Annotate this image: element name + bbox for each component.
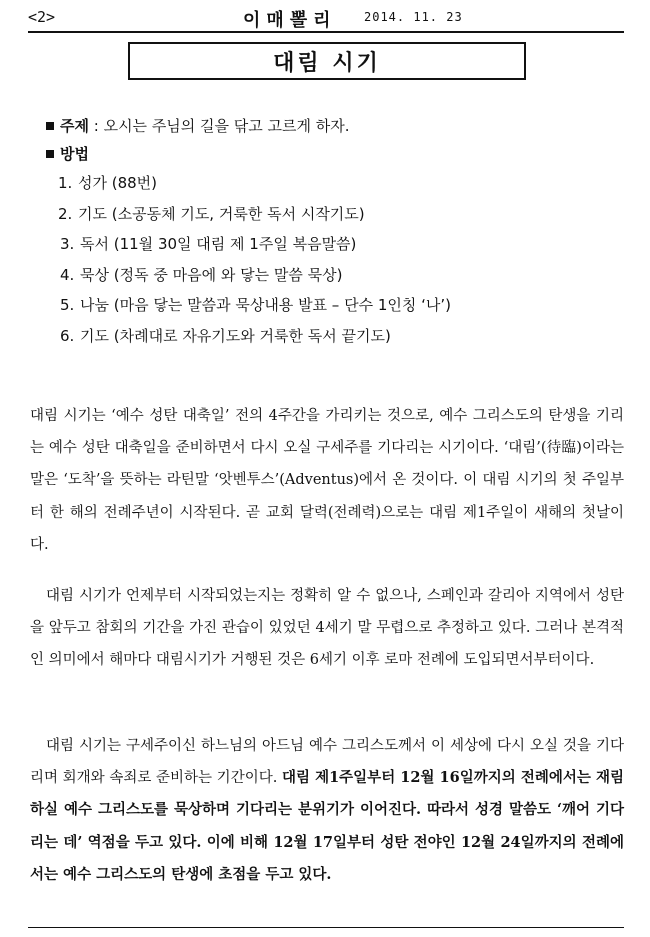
topic-label: 주제 [60, 117, 89, 135]
page-header [28, 6, 624, 31]
step-text: 독서 (11월 30일 대림 제 1주일 복음말씀) [80, 235, 357, 253]
method-step [60, 321, 602, 352]
step-number: 3. [60, 235, 75, 253]
title-box [128, 42, 526, 80]
step-text: 나눔 (마음 닿는 말씀과 묵상내용 발표 – 단수 1인칭 ‘나’) [80, 296, 451, 314]
method-step [60, 290, 602, 321]
header-rule [28, 31, 624, 33]
step-text: 기도 (차례대로 자유기도와 거룩한 독서 끝기도) [80, 326, 391, 345]
method-line [42, 140, 602, 168]
bulletin-name: 이매뽈리 [243, 10, 337, 31]
step-text: 묵상 (정독 중 마음에 와 닿는 말씀 묵상) [80, 265, 343, 284]
paragraph-definition: 대림 시기는 ‘예수 성탄 대축일’ 전의 4주간을 가리키는 것으로, 예수 그리스도의 탄생을 기리는 예수 성탄 대축일을 준비하면서 다시 오실 구세주를 기다리는 시기이다. ‘대림’(待臨)이라는 말은 ‘도착’을 뜻하는 라틴말 ‘앗벤투스’(Adventus)에서 온 것이다. 이 대림 시기의 첫 주일부터 한 해의 전례주년이 시작된다. 곧 교회 달력(전례력)으로는 대림 제1주일이 새해의 첫날이다. [30, 408, 624, 553]
method-label: 방법 [60, 145, 89, 163]
paragraph-meaning-emphasis: 대림 제1주일부터 12월 16일까지의 전례에서는 재림하실 예수 그리스도를 묵상하며 기다리는 분위기가 이어진다. 따라서 성경 말씀도 ‘깨어 기다리는 데’ 역점을 두고 있다. 이에 비해 12월 17일부터 성탄 전야인 12월 24일까지의 전례에서는 예수 그리스도의 탄생에 초점을 두고 있다. [30, 769, 624, 883]
paragraph-meaning [30, 730, 624, 891]
method-step [58, 168, 602, 199]
square-bullet-icon [46, 150, 54, 158]
topic-line [42, 112, 602, 140]
topic-separator: : [88, 117, 104, 135]
step-number: 5. [60, 296, 75, 314]
square-bullet-icon [46, 122, 54, 130]
paragraph-history: 대림 시기가 언제부터 시작되었는지는 정확히 알 수 없으나, 스페인과 갈리아 지역에서 성탄을 앞두고 참회의 기간을 가진 관습이 있었던 4세기 말 무렵으로 추정하고 있다. 그러나 본격적인 의미에서 해마다 대림시기가 거행된 것은 6세기 이후 로마 전례에 도입되면서부터이다. [30, 588, 624, 669]
method-step [60, 229, 602, 260]
step-text: 성가 (88번) [78, 174, 158, 192]
step-number: 1. [58, 174, 73, 192]
page-number: <2> [28, 8, 56, 26]
step-number: 4. [60, 265, 75, 284]
step-text: 기도 (소공동체 기도, 거룩한 독서 시작기도) [78, 204, 365, 223]
method-step [58, 199, 602, 230]
paragraph-meaning-text: 대림 시기는 구세주이신 하느님의 아드님 예수 그리스도께서 이 세상에 다시 오실 것을 기다리며 회개와 속죄로 준비하는 기간이다. [30, 738, 624, 787]
bulletin-date: 2014. 11. 23 [364, 10, 463, 24]
method-step [60, 260, 602, 291]
method-steps [58, 168, 602, 351]
footer-rule [28, 927, 624, 928]
outline [42, 112, 602, 351]
page-title: 대림 시기 [273, 50, 381, 76]
topic-text: 오시는 주님의 길을 닦고 고르게 하자. [103, 117, 350, 135]
step-number: 6. [60, 326, 75, 345]
step-number: 2. [58, 204, 73, 223]
